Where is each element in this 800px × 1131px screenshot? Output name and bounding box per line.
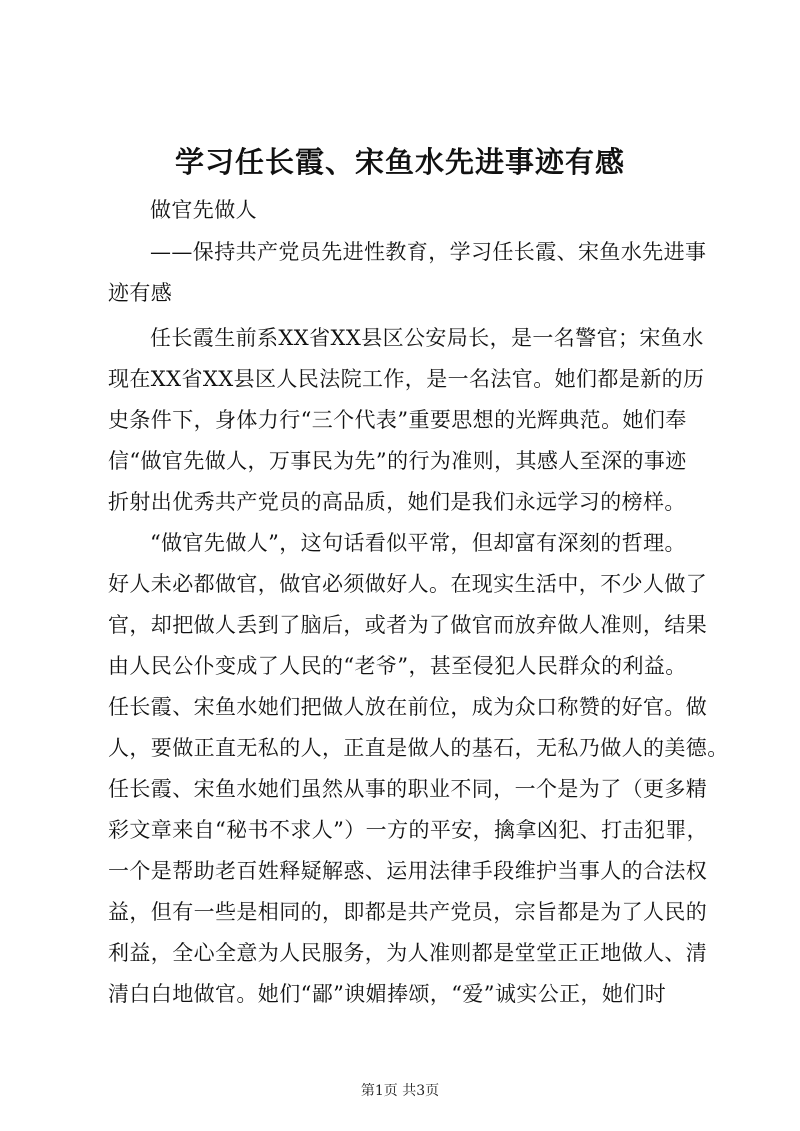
paragraph-line: 好人未必都做官，做官必须做好人。在现实生活中，不少人做了 xyxy=(108,572,708,596)
subtitle-line: ——保持共产党员先进性教育，学习任长霞、宋鱼水先进事 xyxy=(150,240,707,264)
paragraph-line: 任长霞、宋鱼水她们虽然从事的职业不同，一个是为了（更多精 xyxy=(108,777,708,801)
paragraph-line: 由人民公仆变成了人民的“老爷”，甚至侵犯人民群众的利益。 xyxy=(108,654,687,678)
document-title: 学习任长霞、宋鱼水先进事迹有感 xyxy=(174,145,625,179)
paragraph-line: 信“做官先做人，万事民为先”的行为准则，其感人至深的事迹 xyxy=(108,449,687,473)
paragraph-line: 史条件下，身体力行“三个代表”重要思想的光辉典范。她们奉 xyxy=(108,408,687,432)
paragraph-line: 彩文章来自“秘书不求人”）一方的平安，擒拿凶犯、打击犯罪， xyxy=(108,818,709,842)
paragraph-line: 折射出优秀共产党员的高品质，她们是我们永远学习的榜样。 xyxy=(108,490,686,514)
paragraph-line: 现在XX省XX县区人民法院工作，是一名法官。她们都是新的历 xyxy=(108,367,705,391)
paragraph-line: 人，要做正直无私的人，正直是做人的基石，无私乃做人的美德。 xyxy=(108,736,729,760)
subtitle-line: 迹有感 xyxy=(108,281,173,305)
paragraph-line: 益，但有一些是相同的，即都是共产党员，宗旨都是为了人民的 xyxy=(108,900,708,924)
subtitle-line: 做官先做人 xyxy=(150,198,257,222)
paragraph-line: 清白白地做官。她们“鄙”谀媚捧颂，“爱”诚实公正，她们时 xyxy=(108,982,667,1006)
paragraph-line: 利益，全心全意为人民服务，为人准则都是堂堂正正地做人、清 xyxy=(108,941,708,965)
paragraph-line: 任长霞生前系XX省XX县区公安局长，是一名警官；宋鱼水 xyxy=(150,326,704,350)
paragraph-line: 官，却把做人丢到了脑后，或者为了做官而放弃做人准则，结果 xyxy=(108,613,708,637)
page-number-footer: 第1页 共3页 xyxy=(360,1083,440,1099)
paragraph-line: 任长霞、宋鱼水她们把做人放在前位，成为众口称赞的好官。做 xyxy=(108,695,708,719)
paragraph-line: “做官先做人”，这句话看似平常，但却富有深刻的哲理。 xyxy=(150,531,686,555)
paragraph-line: 一个是帮助老百姓释疑解惑、运用法律手段维护当事人的合法权 xyxy=(108,859,708,883)
